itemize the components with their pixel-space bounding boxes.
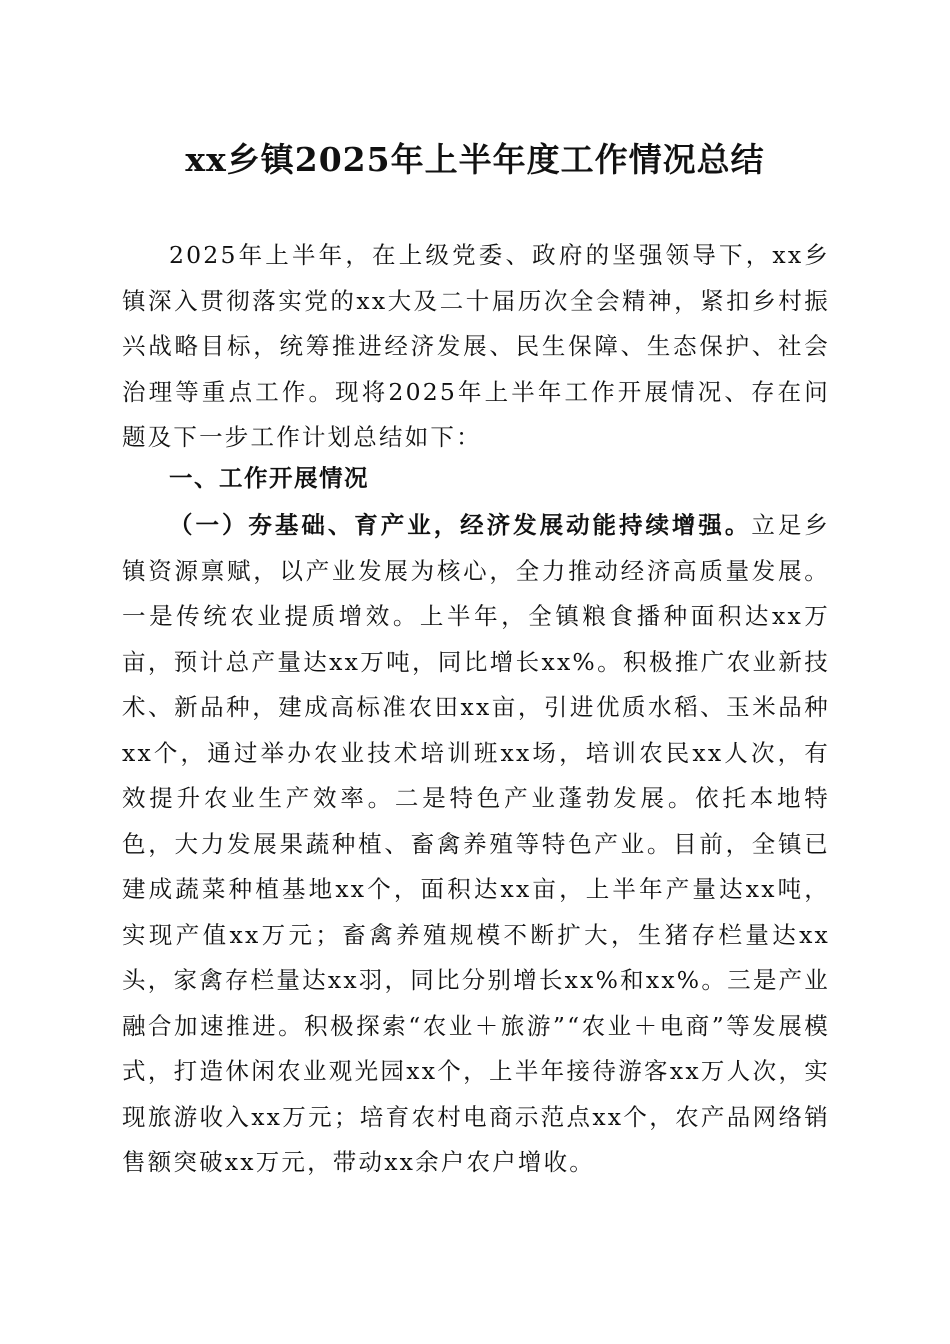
section-1-paragraph: [122, 503, 830, 1186]
section-heading-work-progress: 一、工作开展情况: [169, 464, 369, 492]
section-1-subheading: （一）夯基础、育产业，经济发展动能持续增强。: [169, 511, 752, 539]
document-title: xx乡镇2025年上半年度工作情况总结: [185, 140, 765, 179]
intro-paragraph: 2025年上半年，在上级党委、政府的坚强领导下，xx乡镇深入贯彻落实党的xx大及二十届历次全会精神，紧扣乡村振兴战略目标，统筹推进经济发展、民生保障、生态保护、社会治理等重点工作。现将2025年上半年工作开展情况、存在问题及下一步工作计划总结如下：: [122, 241, 830, 451]
section-1-text: 立足乡镇资源禀赋，以产业发展为核心，全力推动经济高质量发展。一是传统农业提质增效。上半年，全镇粮食播种面积达xx万亩，预计总产量达xx万吨，同比增长xx%。积极推广农业新技术、新品种，建成高标准农田xx亩，引进优质水稻、玉米品种xx个，通过举办农业技术培训班xx场，培训农民xx人次，有效提升农业生产效率。二是特色产业蓬勃发展。依托本地特色，大力发展果蔬种植、畜禽养殖等特色产业。目前，全镇已建成蔬菜种植基地xx个，面积达xx亩，上半年产量达xx吨，实现产值xx万元；畜禽养殖规模不断扩大，生猪存栏量达xx头，家禽存栏量达xx羽，同比分别增长xx%和xx%。三是产业融合加速推进。积极探索“农业＋旅游”“农业＋电商”等发展模式，打造休闲农业观光园xx个，上半年接待游客xx万人次，实现旅游收入xx万元；培育农村电商示范点xx个，农产品网络销售额突破xx万元，带动xx余户农户增收。: [122, 511, 830, 1176]
